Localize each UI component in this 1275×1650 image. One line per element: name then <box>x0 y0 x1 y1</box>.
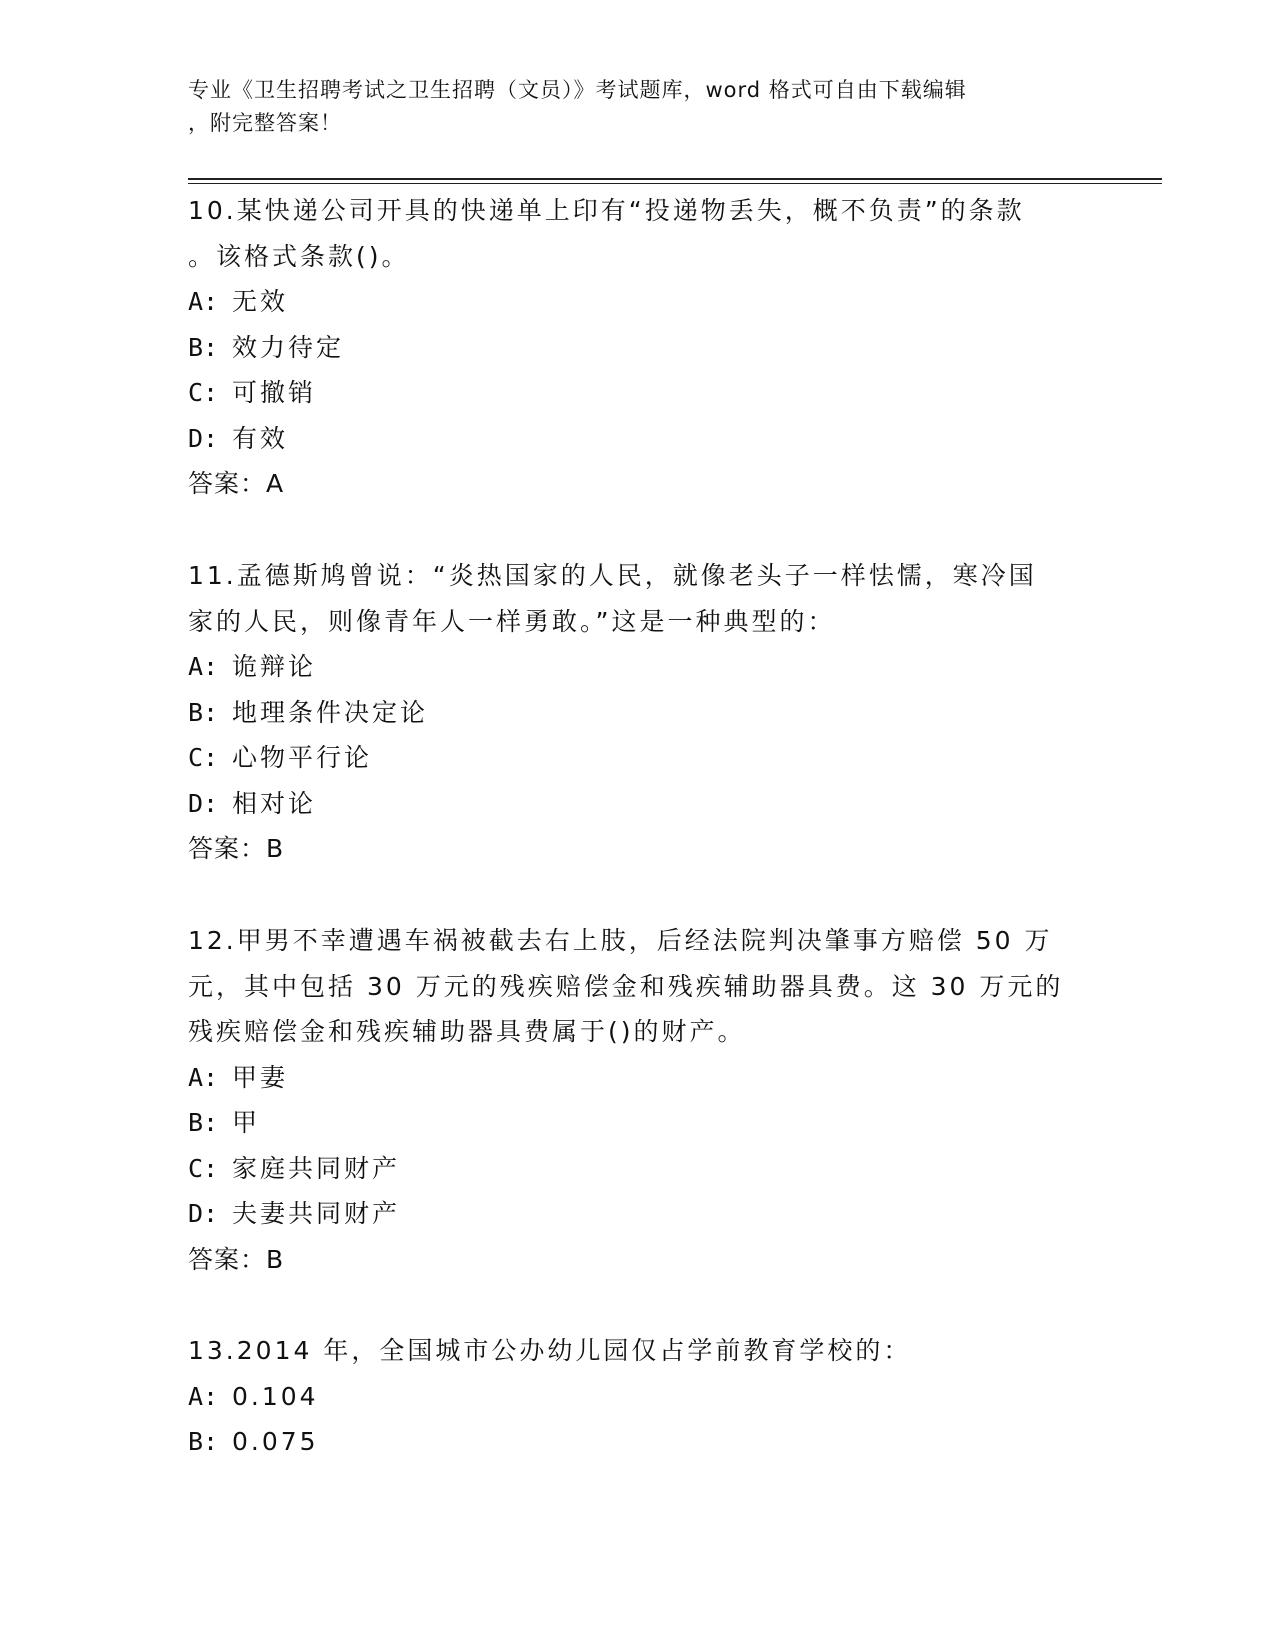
option-text: 诡辩论 <box>232 652 317 681</box>
option-c <box>188 735 1078 781</box>
option-a <box>188 279 1078 325</box>
question-text-line: 13.2014 年，全国城市公办幼儿园仅占学前教育学校的： <box>188 1336 912 1365</box>
option-text: 相对论 <box>232 788 317 818</box>
question-text-line: 11.孟德斯鸠曾说：“炎热国家的人民，就像老头子一样怯懦，寒冷国 <box>188 561 1037 590</box>
option-text: 0.075 <box>232 1427 319 1456</box>
option-d <box>188 416 1078 462</box>
header-line-1: 专业《卫生招聘考试之卫生招聘（文员）》考试题库，word 格式可自由下载编辑 <box>188 78 967 102</box>
option-letter: A: <box>188 652 219 681</box>
option-text: 效力待定 <box>232 332 345 362</box>
option-b <box>188 1100 1078 1146</box>
option-text: 地理条件决定论 <box>232 697 429 727</box>
option-b <box>188 1419 1078 1465</box>
option-a <box>188 1055 1078 1101</box>
option-letter: A: <box>188 287 219 316</box>
option-a <box>188 1374 1078 1420</box>
option-text: 夫妻共同财产 <box>232 1199 401 1228</box>
option-text: 心物平行论 <box>232 743 373 772</box>
option-letter: C: <box>188 378 219 407</box>
option-letter: B: <box>188 1108 219 1137</box>
question-text-line: 残疾赔偿金和残疾辅助器具费属于()的财产。 <box>188 1017 746 1046</box>
option-letter: C: <box>188 743 219 772</box>
answer-line: 答案：A <box>188 469 285 498</box>
option-letter: D: <box>188 1199 219 1228</box>
question-13 <box>188 1328 1078 1465</box>
question-11 <box>188 553 1078 872</box>
option-b <box>188 325 1078 371</box>
question-12 <box>188 918 1078 1282</box>
option-letter: A: <box>188 1062 219 1092</box>
option-letter: B: <box>188 332 219 362</box>
answer-line: 答案：B <box>188 1244 285 1274</box>
option-d <box>188 781 1078 827</box>
document-header <box>188 74 1068 140</box>
question-text-line: 元，其中包括 30 万元的残疾赔偿金和残疾辅助器具费。这 30 万元的 <box>188 971 1064 1001</box>
question-text-line: 10.某快递公司开具的快递单上印有“投递物丢失，概不负责”的条款 <box>188 196 1025 225</box>
option-text: 甲 <box>232 1108 261 1137</box>
question-text-line: 家的人民，则像青年人一样勇敢。”这是一种典型的： <box>188 606 836 636</box>
option-d <box>188 1191 1078 1237</box>
option-text: 甲妻 <box>232 1062 289 1092</box>
header-divider-thin <box>188 183 1162 184</box>
option-letter: C: <box>188 1153 219 1183</box>
option-letter: D: <box>188 423 219 453</box>
option-letter: B: <box>188 697 219 727</box>
question-10 <box>188 188 1078 507</box>
question-text-line: 。该格式条款()。 <box>188 241 410 271</box>
option-text: 0.104 <box>232 1381 319 1411</box>
option-c <box>188 1146 1078 1192</box>
option-letter: B: <box>188 1427 219 1456</box>
option-letter: A: <box>188 1381 219 1411</box>
option-text: 可撤销 <box>232 378 317 407</box>
option-b <box>188 690 1078 736</box>
option-text: 有效 <box>232 423 289 453</box>
option-text: 家庭共同财产 <box>232 1153 401 1183</box>
option-letter: D: <box>188 788 219 818</box>
option-c <box>188 370 1078 416</box>
question-text-line: 12.甲男不幸遭遇车祸被截去右上肢，后经法院判决肇事方赔偿 50 万 <box>188 926 1053 955</box>
option-text: 无效 <box>232 287 289 316</box>
header-divider-thick <box>188 178 1162 180</box>
option-a <box>188 644 1078 690</box>
answer-line: 答案：B <box>188 834 285 863</box>
header-line-2: ，附完整答案！ <box>188 111 342 135</box>
